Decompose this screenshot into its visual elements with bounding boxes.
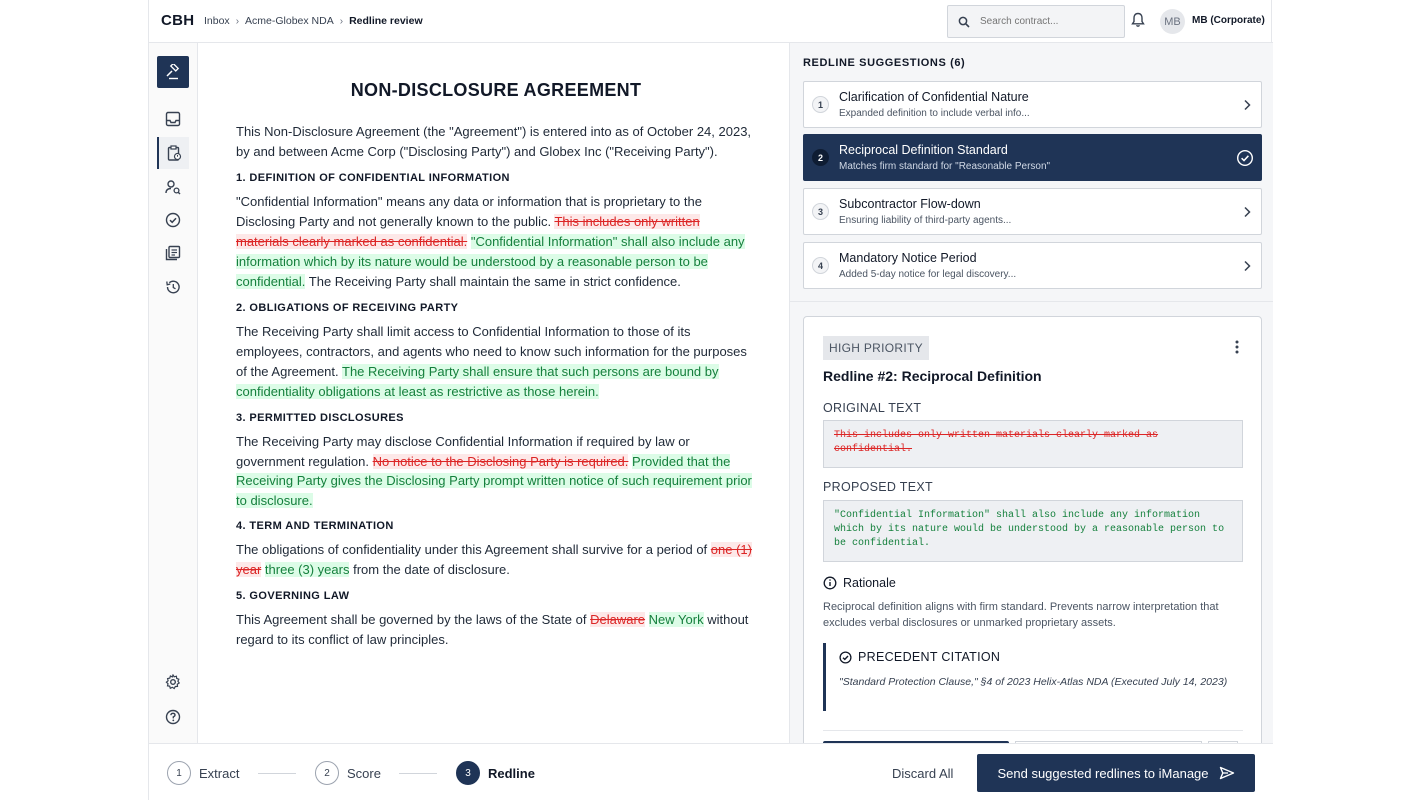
left-nav-rail [149,43,198,743]
breadcrumb [204,15,423,27]
detail-divider [823,730,1243,731]
deletion-mark[interactable]: one (1) year [236,542,752,577]
chevron-right-icon: › [339,15,344,27]
document-viewer[interactable] [199,43,789,743]
original-text-label: ORIGINAL TEXT [823,401,922,415]
search-box[interactable] [947,5,1125,38]
search-icon [958,16,970,28]
rationale-text: Reciprocal definition aligns with firm standard. Prevents narrow interpretation that excludes verbal disclosures or unmarked proprietary assets. [823,601,1219,629]
priority-badge: HIGH PRIORITY [823,336,929,360]
workflow-footer [149,743,1273,800]
deletion-mark[interactable]: Delaware [590,612,646,627]
send-to-imanage-button[interactable] [977,754,1255,792]
step-label: Extract [199,765,240,781]
detail-title: Redline #2: Reciprocal Definition [823,368,1042,384]
breadcrumb-contract[interactable]: Acme-Globex NDA [245,15,334,27]
send-icon [1219,766,1235,780]
insertion-mark[interactable]: three (3) years [264,562,350,577]
step-extract[interactable] [167,761,239,785]
precedent-text: "Standard Protection Clause," §4 of 2023 Helix-Atlas NDA (Executed July 14, 2023) [839,676,1228,688]
help-icon[interactable] [157,701,189,733]
user-search-icon[interactable] [157,171,189,203]
history-icon[interactable] [157,271,189,303]
rationale-heading [823,576,896,590]
breadcrumb-inbox[interactable]: Inbox [204,15,230,27]
suggestion-subtitle: Ensuring liability of third-party agents... [839,215,1012,226]
panel-divider [790,301,1273,302]
suggestion-number: 3 [812,203,829,220]
section-2-body [236,322,756,402]
library-icon[interactable] [157,237,189,269]
section-2-heading: 2. OBLIGATIONS OF RECEIVING PARTY [236,302,459,314]
more-options-icon[interactable] [1235,340,1239,354]
suggestion-subtitle: Added 5-day notice for legal discovery... [839,269,1017,280]
suggestion-card-4[interactable] [803,242,1262,289]
insertion-mark[interactable]: New York [648,612,704,627]
gear-icon[interactable] [157,666,189,698]
redline-panel [789,43,1273,743]
precedent-label: PRECEDENT CITATION [858,650,1001,664]
section-5-heading: 5. GOVERNING LAW [236,590,350,602]
precedent-citation [823,643,1243,711]
step-number: 1 [167,761,191,785]
section-1-text: "Confidential Information" means any data or information that is proprietary to the Disclosing Party and not generally known to the public. [236,194,702,229]
redline-detail-card [803,316,1262,743]
check-circle-icon [1236,149,1254,167]
step-label: Redline [488,765,535,781]
step-label: Score [347,765,381,781]
rationale-label: Rationale [843,576,896,590]
suggestion-title: Subcontractor Flow-down [839,197,981,211]
section-1-heading: 1. DEFINITION OF CONFIDENTIAL INFORMATION [236,172,510,184]
suggestion-subtitle: Expanded definition to include verbal info... [839,108,1030,119]
step-number: 2 [315,761,339,785]
inbox-icon[interactable] [157,103,189,135]
info-icon [823,576,837,590]
section-1-body [236,192,756,292]
verified-badge-icon [839,651,852,664]
top-header [149,0,1273,43]
suggestion-number: 1 [812,96,829,113]
section-5-text: This Agreement shall be governed by the laws of the State of [236,612,587,627]
document-title: NON-DISCLOSURE AGREEMENT [350,80,642,100]
document-content [236,80,756,660]
suggestion-title: Clarification of Confidential Nature [839,90,1029,104]
section-1-text-end: The Receiving Party shall maintain the same in strict confidence. [308,274,681,289]
section-4-heading: 4. TERM AND TERMINATION [236,520,394,532]
proposed-text-label: PROPOSED TEXT [823,480,933,494]
search-input[interactable] [980,16,1110,27]
deletion-mark[interactable]: This includes only written materials clearly marked as confidential. [236,214,700,249]
section-4-text-end: from the date of disclosure. [353,562,510,577]
chevron-right-icon [1243,260,1251,272]
proposed-text-box: "Confidential Information" shall also include any information which by its nature would be understood by a reasonable person to be confidential. [823,500,1243,562]
suggestion-number: 4 [812,257,829,274]
section-5-text-end: without regard to its conflict of law principles. [236,612,749,647]
send-button-label: Send suggested redlines to iManage [997,765,1209,781]
gavel-icon[interactable] [157,56,189,88]
insertion-mark[interactable]: Provided that the Receiving Party gives the Disclosing Party prompt written notice of such requirement prior to disclosure. [236,453,752,508]
step-score[interactable] [315,761,381,785]
app-logo[interactable]: CBH [161,12,195,29]
discard-all-button[interactable]: Discard All [892,766,954,781]
step-redline[interactable] [456,761,535,785]
user-name[interactable]: MB (Corporate) [1192,15,1265,26]
insertion-mark[interactable]: The Receiving Party shall ensure that such persons are bound by confidentiality obligations at least as restrictive as those herein. [236,364,719,399]
step-connector [399,773,437,774]
chevron-right-icon [1243,206,1251,218]
original-text-box: This includes only written materials clearly marked as confidential. [823,420,1243,468]
panel-heading: REDLINE SUGGESTIONS (6) [803,57,966,69]
deletion-mark[interactable]: No notice to the Disclosing Party is required. [372,453,629,469]
section-3-heading: 3. PERMITTED DISCLOSURES [236,412,404,424]
insertion-mark[interactable]: "Confidential Information" shall also include any information which by its nature would be understood by a reasonable person to be confidential. [236,234,745,289]
suggestion-subtitle: Matches firm standard for "Reasonable Person" [839,161,1051,172]
section-3-text: The Receiving Party may disclose Confidential Information if required by law or government regulation. [236,434,690,469]
section-4-body [236,540,756,580]
suggestion-number: 2 [812,149,829,166]
document-intro: This Non-Disclosure Agreement (the "Agreement") is entered into as of October 24, 2023, by and between Acme Corp ("Disclosing Party") and Globex Inc ("Receiving Party"). [236,124,752,159]
step-number: 3 [456,761,480,785]
section-4-text: The obligations of confidentiality under this Agreement shall survive for a period of [236,542,708,557]
suggestion-card-2[interactable] [803,134,1262,181]
suggestion-card-3[interactable] [803,188,1262,235]
chevron-right-icon [1243,99,1251,111]
section-2-text: The Receiving Party shall limit access to Confidential Information to those of its employees, contractors, and agents who need to know such information for the purposes of the Agreement. [236,324,747,379]
suggestion-title: Mandatory Notice Period [839,251,977,265]
suggestion-title: Reciprocal Definition Standard [839,143,1008,157]
section-3-body [236,432,756,510]
chevron-right-icon: › [235,15,240,27]
clipboard-icon[interactable] [157,137,189,169]
app-window [148,0,1272,800]
step-connector [258,773,296,774]
suggestion-card-1[interactable] [803,81,1262,128]
section-5-body [236,610,756,650]
precedent-heading [839,650,1000,664]
notification-bell-icon[interactable] [1131,12,1145,33]
breadcrumb-current: Redline review [349,15,423,27]
avatar[interactable]: MB [1160,9,1185,34]
check-circle-icon[interactable] [157,204,189,236]
